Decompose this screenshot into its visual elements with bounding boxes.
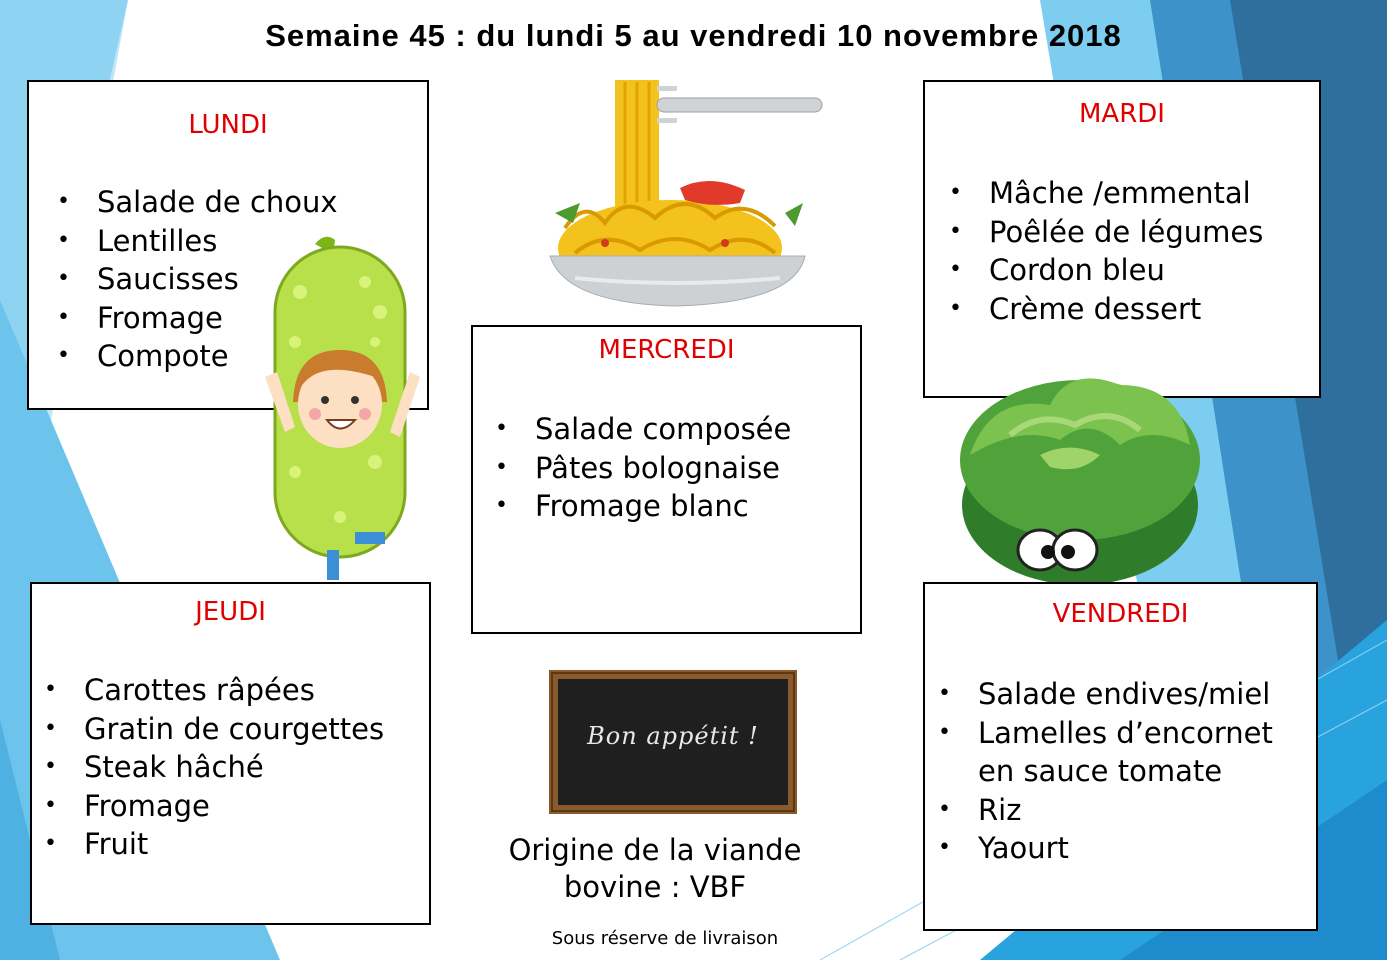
list-item: • Cordon bleu — [949, 251, 1263, 290]
lettuce-face-illustration — [950, 355, 1225, 595]
list-item: • Salade de choux — [57, 183, 338, 222]
vendredi-menu-list — [938, 675, 1273, 868]
page-title: Semaine 45 : du lundi 5 au vendredi 10 novembre 2018 — [265, 18, 1122, 53]
mercredi-card — [471, 325, 862, 634]
delivery-footnote: Sous réserve de livraison — [551, 928, 779, 949]
list-item: • Saucisses — [57, 260, 338, 299]
list-item: • Lamelles d’encornet — [938, 714, 1273, 753]
list-item: • Fromage blanc — [495, 487, 791, 526]
mardi-title: MARDI — [1079, 99, 1165, 129]
vendredi-card — [923, 582, 1318, 931]
pasta-plate-illustration — [545, 78, 825, 310]
vendredi-title: VENDREDI — [1052, 599, 1189, 629]
jeudi-title: JEUDI — [195, 597, 266, 627]
list-item: • Riz — [938, 791, 1273, 830]
list-item: • Fruit — [44, 825, 384, 864]
list-item: • Fromage — [44, 787, 384, 826]
meat-origin-note — [490, 832, 820, 906]
cucumber-girl-illustration — [255, 232, 435, 587]
jeudi-menu-list — [44, 671, 384, 864]
list-item: • Gratin de courgettes — [44, 710, 384, 749]
list-item: • Steak hâché — [44, 748, 384, 787]
list-item: • Pâtes bolognaise — [495, 449, 791, 488]
list-item: • Compote — [57, 337, 338, 376]
origin-line-1: Origine de la viande — [508, 833, 802, 867]
mardi-menu-list — [949, 174, 1263, 328]
jeudi-card — [30, 582, 431, 925]
lundi-title: LUNDI — [188, 110, 268, 140]
list-item: • Crème dessert — [949, 290, 1263, 329]
list-item: • Salade endives/miel — [938, 675, 1273, 714]
list-item: • Mâche /emmental — [949, 174, 1263, 213]
mardi-card — [923, 80, 1321, 398]
chalkboard-text: Bon appétit ! — [587, 722, 759, 750]
list-item: • Yaourt — [938, 829, 1273, 868]
list-item: • Lentilles — [57, 222, 338, 261]
mercredi-menu-list — [495, 410, 791, 526]
list-item: • Carottes râpées — [44, 671, 384, 710]
origin-line-2: bovine : VBF — [563, 870, 747, 904]
list-item: • Poêlée de légumes — [949, 213, 1263, 252]
list-item: • Fromage — [57, 299, 338, 338]
list-item: • Salade composée — [495, 410, 791, 449]
mercredi-title: MERCREDI — [598, 335, 735, 365]
list-item-continuation: en sauce tomate — [978, 754, 1223, 788]
